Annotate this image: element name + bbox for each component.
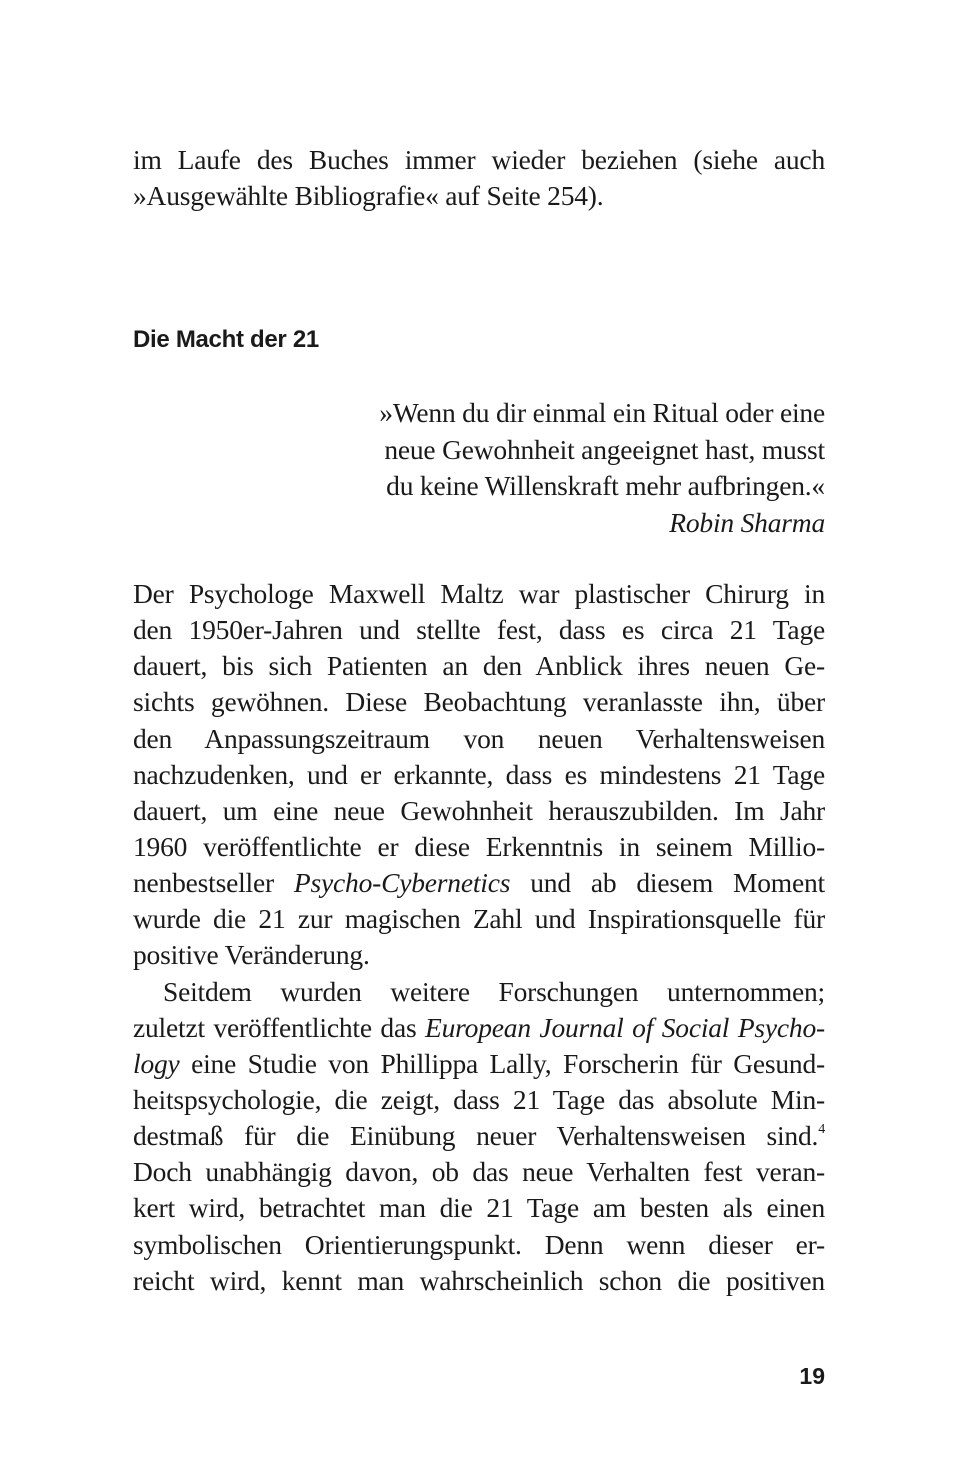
text-segment: nenbestseller [133, 867, 294, 899]
text-line: den Anpassungszeitraum von neuen Verhaltensweisen [133, 722, 825, 754]
text-segment: und ab diesem Moment [510, 867, 825, 899]
journal-title: European Journal of Social Psycho- [425, 1011, 825, 1043]
text-line: Doch unabhängig davon, ob das neue Verhalten fest veran- [133, 1156, 825, 1188]
text-segment: eine Studie von Phillippa Lally, Forscherin für Gesund- [179, 1047, 825, 1079]
quote-author: Robin Sharma [669, 506, 825, 538]
quote-line: du keine Willenskraft mehr aufbringen.« [386, 470, 825, 501]
text-line [133, 1118, 825, 1154]
text-line: Der Psychologe Maxwell Maltz war plastischer Chirurg in [133, 578, 825, 609]
text-line: reicht wird, kennt man wahrscheinlich schon die positiven [133, 1264, 825, 1296]
intro-paragraph [133, 142, 825, 214]
quote-line: neue Gewohnheit angeeignet hast, musst [384, 433, 825, 465]
journal-title: logy [133, 1047, 180, 1079]
text-line: Seitdem wurden weitere Forschungen unternommen; [163, 975, 825, 1007]
section-heading: Die Macht der 21 [133, 326, 319, 353]
text-line: nachzudenken, und er erkannte, dass es mindestens 21 Tage [133, 758, 825, 790]
text-line: heitspsychologie, die zeigt, dass 21 Tage das absolute Min- [133, 1083, 825, 1115]
body-text [133, 576, 825, 1299]
text-line: positive Veränderung. [133, 939, 370, 971]
text-line: sichts gewöhnen. Diese Beobachtung veranlasste ihn, über [133, 686, 825, 718]
book-title: Psycho-Cybernetics [293, 867, 511, 899]
text-line [133, 1010, 825, 1046]
text-line: den 1950er-Jahren und stellte fest, dass es circa 21 Tage [133, 614, 825, 646]
text-line: »Ausgewählte Bibliografie« auf Seite 254). [133, 180, 604, 212]
text-line: im Laufe des Buches immer wieder beziehen (siehe auch [133, 144, 825, 175]
text-line: 1960 veröffentlichte er diese Erkenntnis in seinem Millio- [133, 830, 825, 862]
text-line: dauert, bis sich Patienten an den Anblick ihres neuen Ge- [133, 650, 825, 682]
text-segment: zuletzt veröffentlichte das [133, 1011, 426, 1043]
footnote-reference: 4 [818, 1122, 825, 1138]
quote-line: »Wenn du dir einmal ein Ritual oder eine [379, 397, 825, 428]
text-segment: destmaß für die Einübung neuer Verhaltensweisen sind. [133, 1120, 819, 1152]
text-line [133, 1046, 825, 1082]
epigraph-quote [305, 395, 825, 541]
text-line: symbolischen Orientierungspunkt. Denn wenn dieser er- [133, 1228, 825, 1260]
page-number: 19 [799, 1363, 825, 1389]
text-line: wurde die 21 zur magischen Zahl und Inspirationsquelle für [133, 903, 825, 935]
text-line: kert wird, betrachtet man die 21 Tage am besten als einen [133, 1192, 825, 1224]
text-line [133, 865, 825, 901]
text-line: dauert, um eine neue Gewohnheit herauszubilden. Im Jahr [133, 794, 825, 826]
